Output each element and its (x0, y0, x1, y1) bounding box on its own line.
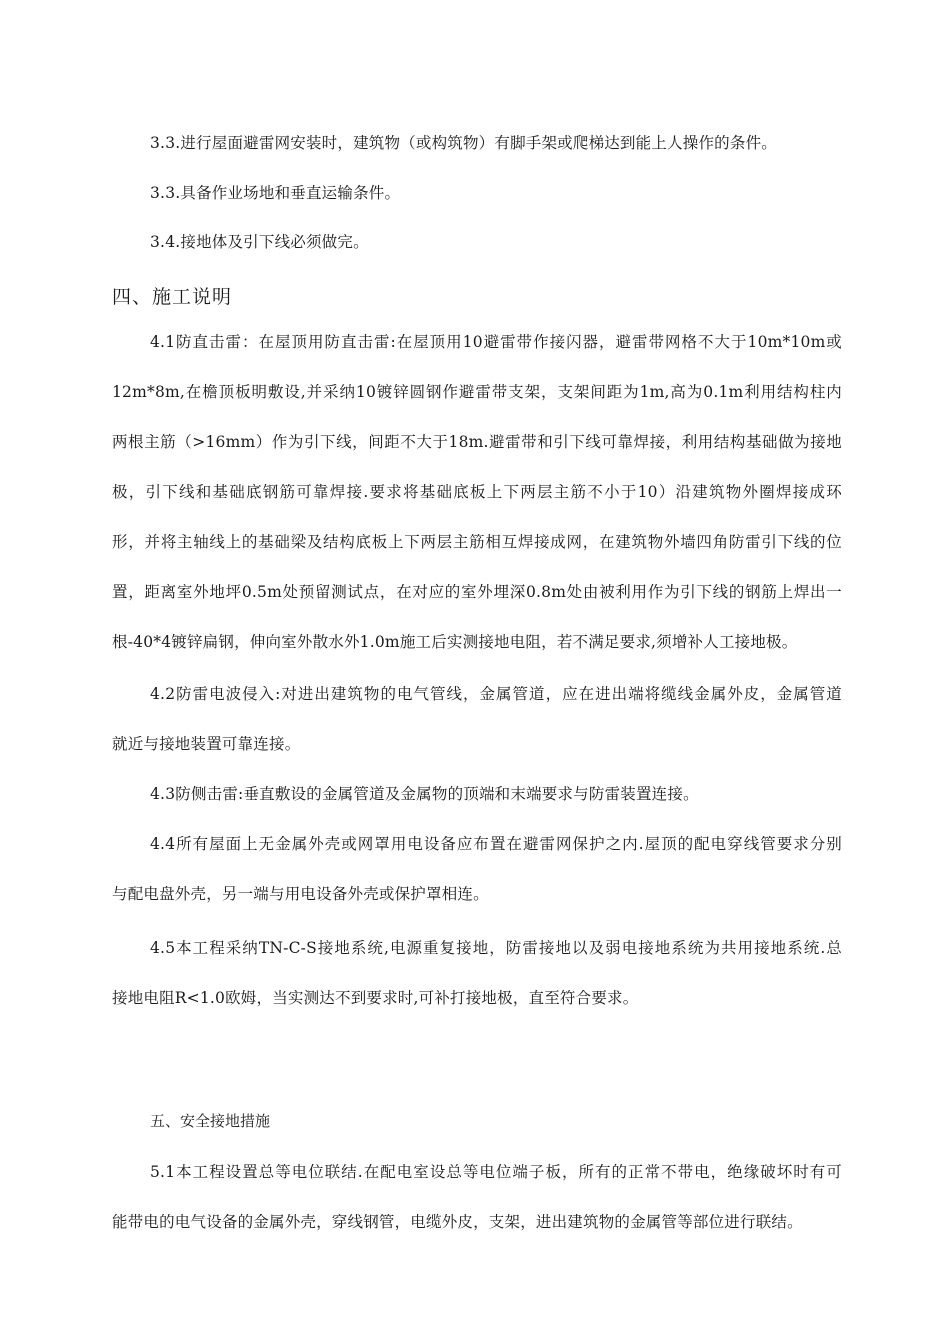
paragraph-4-3-line: 4.3防侧击雷:垂直敷设的金属管道及金属物的顶端和末端要求与防雷装置连接。 (150, 785, 699, 803)
paragraph-4-1-line: 极，引下线和基础底钢筋可靠焊接.要求将基础底板上下两层主筋不小于10）沿建筑物外圈焊接成环 (112, 483, 842, 501)
paragraph-4-1-line: 根-40*4镀锌扁钢，伸向室外散水外1.0m施工后实测接地电阻，若不满足要求,须增补人工接地极。 (112, 633, 798, 651)
paragraph-5-1-line: 5.1本工程设置总等电位联结.在配电室设总等电位端子板，所有的正常不带电，绝缘破坏时有可 (150, 1163, 842, 1181)
item-3-4-grounding: 3.4.接地体及引下线必须做完。 (150, 233, 369, 251)
section-4-heading: 四、施工说明 (112, 286, 233, 308)
item-3-3-roof-installation: 3.3.进行屋面避雷网安装时，建筑物（或构筑物）有脚手架或爬梯达到能上人操作的条件。 (150, 134, 777, 152)
paragraph-4-5-line: 接地电阻R<1.0欧姆，当实测达不到要求时,可补打接地极，直至符合要求。 (112, 989, 639, 1007)
paragraph-4-2-line: 4.2防雷电波侵入:对进出建筑物的电气管线，金属管道，应在进出端将缆线金属外皮，金属管道 (150, 685, 842, 703)
paragraph-4-2-line: 就近与接地装置可靠连接。 (112, 735, 301, 753)
paragraph-4-1-line: 置，距离室外地坪0.5m处预留测试点，在对应的室外埋深0.8m处由被利用作为引下线的钢筋上焊出一 (112, 583, 842, 601)
section-5-heading: 五、安全接地措施 (150, 1112, 271, 1130)
paragraph-4-1-line: 两根主筋（>16mm）作为引下线，间距不大于18m.避雷带和引下线可靠焊接，利用结构基础做为接地 (112, 433, 842, 451)
paragraph-4-5-line: 4.5本工程采纳TN-C-S接地系统,电源重复接地，防雷接地以及弱电接地系统为共用接地系统.总 (150, 939, 842, 957)
paragraph-4-4-line: 4.4所有屋面上无金属外壳或网罩用电设备应布置在避雷网保护之内.屋顶的配电穿线管要求分别 (150, 835, 842, 853)
paragraph-5-1-line: 能带电的电气设备的金属外壳，穿线钢管，电缆外皮，支架，进出建筑物的金属管等部位进行联结。 (112, 1213, 803, 1231)
item-3-3-work-site: 3.3.具备作业场地和垂直运输条件。 (150, 184, 401, 202)
paragraph-4-4-line: 与配电盘外壳，另一端与用电设备外壳或保护罩相连。 (112, 885, 489, 903)
paragraph-4-1-line: 12m*8m,在檐顶板明敷设,并采纳10镀锌圆钢作避雷带支架，支架间距为1m,高为0.1m利用结构柱内 (112, 383, 842, 401)
paragraph-4-1-line: 4.1防直击雷：在屋顶用防直击雷:在屋顶用10避雷带作接闪器，避雷带网格不大于10m*10m或 (150, 333, 842, 351)
paragraph-4-1-line: 形，并将主轴线上的基础梁及结构底板上下两层主筋相互焊接成网，在建筑物外墙四角防雷引下线的位 (112, 533, 842, 551)
